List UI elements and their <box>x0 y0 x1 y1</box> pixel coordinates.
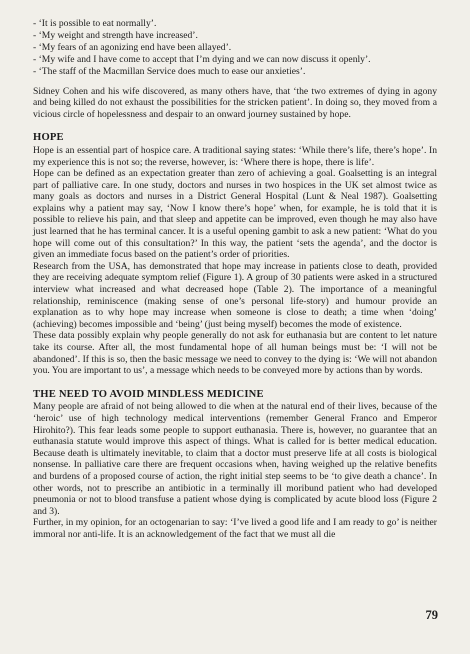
section-heading-mindless-medicine: THE NEED TO AVOID MINDLESS MEDICINE <box>33 388 264 400</box>
quote-item: - ‘My wife and I have come to accept that I’m dying and we can now discuss it openly’. <box>33 53 371 65</box>
body-paragraph: Hope is an essential part of hospice care. A traditional saying states: ‘While there’s life, there’s hope’. In my experience this is not so; the reverse, however, is: ‘Where there is hope, there is life’. <box>33 144 437 168</box>
body-paragraph: Hope can be defined as an expectation greater than zero of achieving a goal. Goalsetting is an integral part of palliative care. In one study, doctors and nurses in two hospices in the UK set almost twice as many goals as doctors and nurses in a District General Hospital (Lunt & Neal 1987). Goalsetting explains why a patient may say, ‘Now I know there’s hope’ when, for example, he is told that it is possible to relieve his pain, and that sleep and appetite can be improved, even though he may also have just learned that he has terminal cancer. It is a useful opening gambit to ask a new patient: ‘What do you hope will come out of this consultation?’ In this way, the patient ‘sets the agenda’, and the doctor is given an immediate focus based on the patient’s order of priorities. <box>33 168 437 261</box>
quote-item: - ‘It is possible to eat normally’. <box>33 18 157 29</box>
body-paragraph: These data possibly explain why people generally do not ask for euthanasia but are content to let nature take its course. After all, the most fundamental hope of all human beings must be: ‘I will not be abandoned’. If this is so, then the basic message we need to convey to the dying is: ‘We will not abandon you. You are important to us’, a message which needs to be conveyed more by actions than by words. <box>33 330 437 377</box>
quote-item: - ‘My weight and strength have increased’. <box>33 29 198 41</box>
body-paragraph: Further, in my opinion, for an octogenarian to say: ‘I’ve lived a good life and I am ready to go’ is neither immoral nor anti-life. It is an acknowledgement of the fact that we must all die <box>33 517 437 540</box>
page-number: 79 <box>425 608 438 622</box>
section-heading-hope: HOPE <box>33 132 64 144</box>
intro-paragraph: Sidney Cohen and his wife discovered, as many others have, that ‘the two extremes of dying in agony and being killed do not exhaust the possibilities for the stricken patient’. In doing so, they moved from a vicious circle of hopelessness and despair to an onward journey sustained by hope. <box>33 85 437 120</box>
quote-item: - ‘The staff of the Macmillan Service does much to ease our anxieties’. <box>33 65 306 77</box>
quote-item: - ‘My fears of an agonizing end have been allayed’. <box>33 41 232 53</box>
patient-quotes-list <box>33 18 437 78</box>
body-paragraph: Many people are afraid of not being allowed to die when at the natural end of their lives, because of the ‘heroic’ use of high technology medical interventions (remember General Franco and Emperor Hirohito?). This fear leads some people to support euthanasia. There is, however, no guarantee that an euthanasia statute would improve this aspect of things. What is called for is better medical education. Because death is ultimately inevitable, to claim that a doctor must preserve life at all costs is biological nonsense. In palliative care there are frequent occasions when, having weighed up the relative benefits and burdens of a proposed course of action, the right initial step seems to be ‘to give death a chance’. In other words, not to prescribe an antibiotic in a terminally ill moribund patient who had developed pneumonia or not to blood transfuse a patient whose dying is complicated by acute blood loss (Figure 2 and 3). <box>33 401 437 517</box>
body-paragraph: Research from the USA, has demonstrated that hope may increase in patients close to death, provided they are receiving adequate symptom relief (Figure 1). A group of 30 patients were asked in a structured interview what increased and what decreased hope (Table 2). The importance of a meaningful relationship, reminiscence (making sense of one’s personal life-story) and humour provide an explanation as to why hope may increase when someone is close to death; a time when ‘doing’ (achieving) becomes impossible and ‘being’ (just being myself) becomes the mode of existence. <box>33 260 437 330</box>
